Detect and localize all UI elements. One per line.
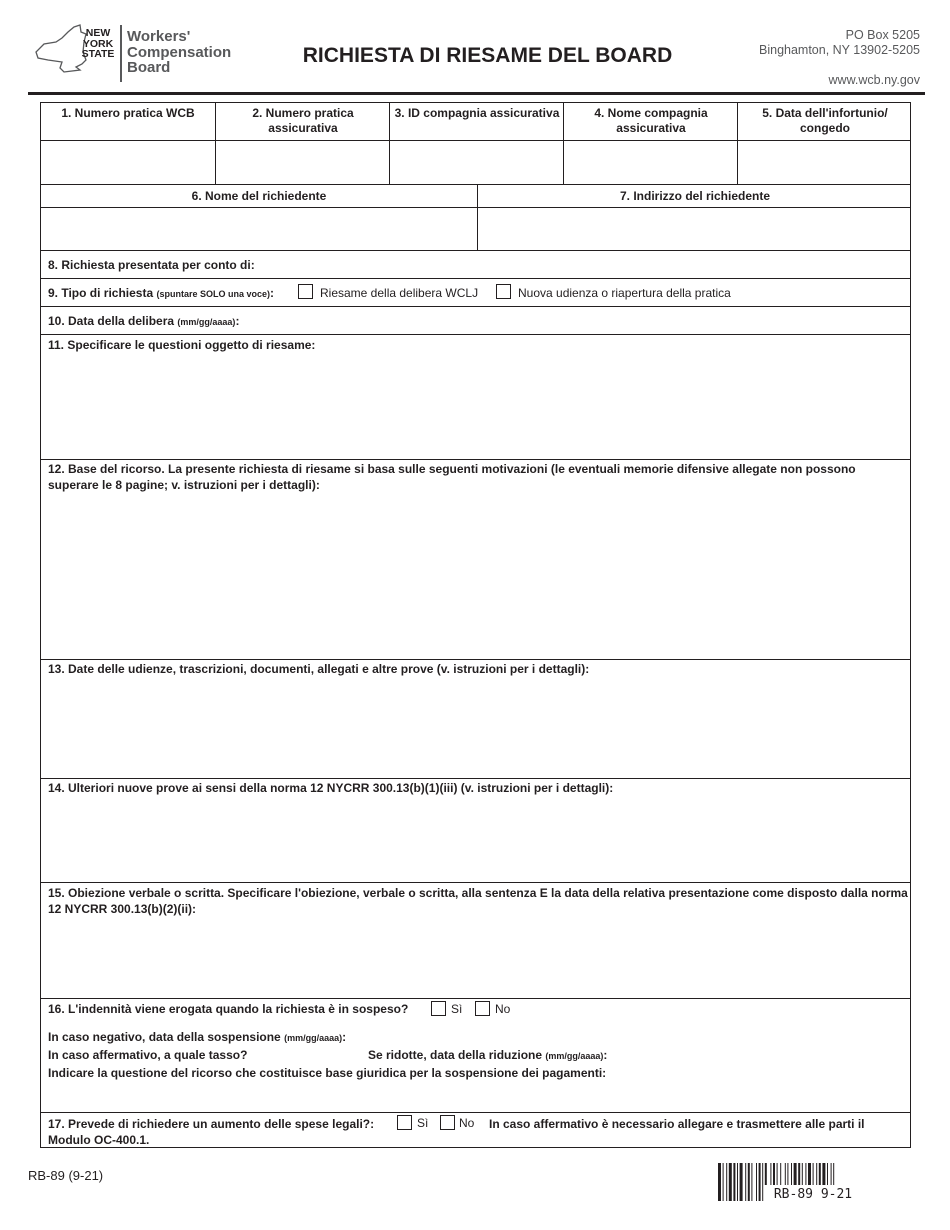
suspension-date-text: In caso negativo, data della sospensione xyxy=(48,1030,281,1044)
barcode-bar xyxy=(723,1163,724,1201)
carrier-id-input[interactable] xyxy=(390,141,563,184)
divider xyxy=(41,184,910,185)
barcode-image xyxy=(718,1163,910,1201)
compensation-yes-checkbox[interactable] xyxy=(431,1001,446,1016)
divider xyxy=(41,334,910,335)
logo-agency-line: Compensation xyxy=(127,43,232,61)
review-issues-label: 11. Specificare le questioni oggetto di riesame: xyxy=(48,338,316,352)
barcode-bar xyxy=(745,1163,746,1201)
barcode-bar xyxy=(762,1163,763,1201)
barcode-bar xyxy=(756,1163,757,1201)
col-carrier-name-label: 4. Nome compagnia assicurativa xyxy=(594,106,708,135)
new-evidence-textarea[interactable] xyxy=(45,798,907,878)
hearing-dates-textarea[interactable] xyxy=(45,679,907,775)
reduction-date-colon: : xyxy=(603,1048,608,1062)
decision-date-label xyxy=(48,313,239,330)
fee-yes-label: Sì xyxy=(417,1116,429,1130)
col-carrier-case-number-label: 2. Numero pratica assicurativa xyxy=(252,106,354,135)
suspension-date-colon: : xyxy=(342,1030,347,1044)
suspension-basis-label: Indicare la questione del ricorso che costituisce base giuridica per la sospensione dei pagamenti: xyxy=(48,1066,607,1080)
divider xyxy=(41,250,910,251)
wclj-review-label: Riesame della delibera WCLJ xyxy=(320,286,479,300)
applicant-name-label: 6. Nome del richiedente xyxy=(191,189,327,203)
divider xyxy=(41,278,910,279)
compensation-no-label: No xyxy=(495,1002,511,1016)
applicant-name-input[interactable] xyxy=(41,208,477,250)
compensation-yes-label: Sì xyxy=(451,1002,463,1016)
form-code: RB-89 (9-21) xyxy=(28,1168,104,1183)
appeal-basis-label: 12. Base del ricorso. La presente richiesta di riesame si basa sulle seguenti motivazioni (le eventuali memorie difensive allegate non possono superare le 8 pagine; v. istruzioni per i dettagli): xyxy=(48,462,856,492)
divider xyxy=(41,882,910,883)
fee-increase-question: 17. Prevede di richiedere un aumento delle spese legali?: xyxy=(48,1117,375,1131)
review-issues-textarea[interactable] xyxy=(45,355,907,455)
address-line-2: Binghamton, NY 13902-5205 xyxy=(759,43,920,57)
suspension-basis-input[interactable] xyxy=(45,1083,907,1109)
compensation-no-checkbox[interactable] xyxy=(475,1001,490,1016)
applicant-address-label: 7. Indirizzo del richiedente xyxy=(619,189,771,203)
objection-textarea[interactable] xyxy=(45,919,907,995)
decision-date-input[interactable] xyxy=(251,308,901,332)
form-title: RICHIESTA DI RIESAME DEL BOARD xyxy=(302,44,673,67)
request-type-note: (spuntare SOLO una voce) xyxy=(156,289,271,299)
logo-state-line: STATE xyxy=(81,48,115,60)
barcode-bar xyxy=(740,1163,743,1201)
barcode-bar xyxy=(718,1163,721,1201)
mailing-address xyxy=(759,28,920,58)
suspension-date-label xyxy=(48,1029,346,1046)
barcode-bar xyxy=(733,1163,735,1201)
barcode-bar xyxy=(729,1163,732,1201)
address-line-1: PO Box 5205 xyxy=(845,28,920,42)
carrier-name-input[interactable] xyxy=(564,141,737,184)
logo-state-line: YORK xyxy=(82,37,114,50)
divider xyxy=(41,1112,910,1113)
rehearing-checkbox[interactable] xyxy=(496,284,511,299)
barcode-bar xyxy=(748,1163,750,1201)
header-rule xyxy=(28,92,925,95)
request-type-label xyxy=(48,285,274,302)
website-link[interactable]: www.wcb.ny.gov xyxy=(828,73,920,87)
suspension-date-note: (mm/gg/aaaa) xyxy=(284,1033,343,1043)
barcode-bar xyxy=(751,1163,752,1201)
objection-label: 15. Obiezione verbale o scritta. Specificare l'obiezione, verbale o scritta, alla sentenza E la data della relativa presentazione come disposto dalla norma 12 NYCRR 300.13(b)(2)(ii): xyxy=(48,886,908,916)
compensation-paid-question: 16. L'indennità viene erogata quando la richiesta è in sospeso? xyxy=(48,1002,409,1016)
divider xyxy=(41,459,910,460)
on-behalf-of-input[interactable] xyxy=(271,252,901,276)
wclj-review-checkbox[interactable] xyxy=(298,284,313,299)
reduction-date-note: (mm/gg/aaaa) xyxy=(545,1051,604,1061)
col-wcb-case-number-label: 1. Numero pratica WCB xyxy=(61,106,195,120)
logo-agency-name xyxy=(127,29,231,76)
reduction-date-label xyxy=(368,1047,607,1064)
divider xyxy=(41,778,910,779)
carrier-case-number-input[interactable] xyxy=(216,141,389,184)
new-evidence-label: 14. Ulteriori nuove prove ai sensi della norma 12 NYCRR 300.13(b)(1)(iii) (v. istruzioni per i dettagli): xyxy=(48,781,614,795)
logo-agency-line: Workers' xyxy=(127,28,191,45)
on-behalf-of-label: 8. Richiesta presentata per conto di: xyxy=(48,258,255,272)
decision-date-colon: : xyxy=(235,314,240,328)
wcb-case-number-input[interactable] xyxy=(41,141,215,184)
decision-date-text: 10. Data della delibera xyxy=(48,314,175,328)
divider xyxy=(41,998,910,999)
injury-date-input[interactable] xyxy=(738,141,911,184)
fee-increase-note: In caso affermativo è necessario allegare e trasmettere alle parti il Modulo OC-400.1. xyxy=(48,1117,865,1147)
col-carrier-id-label: 3. ID compagnia assicurativa xyxy=(394,106,560,120)
barcode-bar xyxy=(737,1163,738,1201)
col-injury-date-label: 5. Data dell'infortunio/ congedo xyxy=(762,106,888,135)
barcode-bar xyxy=(726,1163,727,1201)
divider xyxy=(41,306,910,307)
logo-divider xyxy=(120,25,122,82)
decision-date-note: (mm/gg/aaaa) xyxy=(177,317,236,327)
appeal-basis-textarea[interactable] xyxy=(45,495,907,655)
form-box xyxy=(40,102,911,1148)
reduction-date-text: Se ridotte, data della riduzione xyxy=(368,1048,543,1062)
barcode-bar xyxy=(759,1163,761,1201)
fee-no-label: No xyxy=(459,1116,475,1130)
request-type-colon: : xyxy=(270,286,275,300)
hearing-dates-label: 13. Date delle udienze, trascrizioni, documenti, allegati e altre prove (v. istruzioni per i dettagli): xyxy=(48,662,590,676)
divider xyxy=(41,659,910,660)
logo-state-text xyxy=(80,28,116,60)
logo-agency-line: Board xyxy=(127,59,171,76)
rehearing-label: Nuova udienza o riapertura della pratica xyxy=(518,286,731,300)
payment-rate-label: In caso affermativo, a quale tasso? xyxy=(48,1048,248,1062)
request-type-text: 9. Tipo di richiesta xyxy=(48,286,154,300)
logo-state-line: NEW xyxy=(85,27,111,39)
applicant-address-input[interactable] xyxy=(478,208,911,250)
barcode-label: RB-89 9-21 xyxy=(773,1187,853,1201)
